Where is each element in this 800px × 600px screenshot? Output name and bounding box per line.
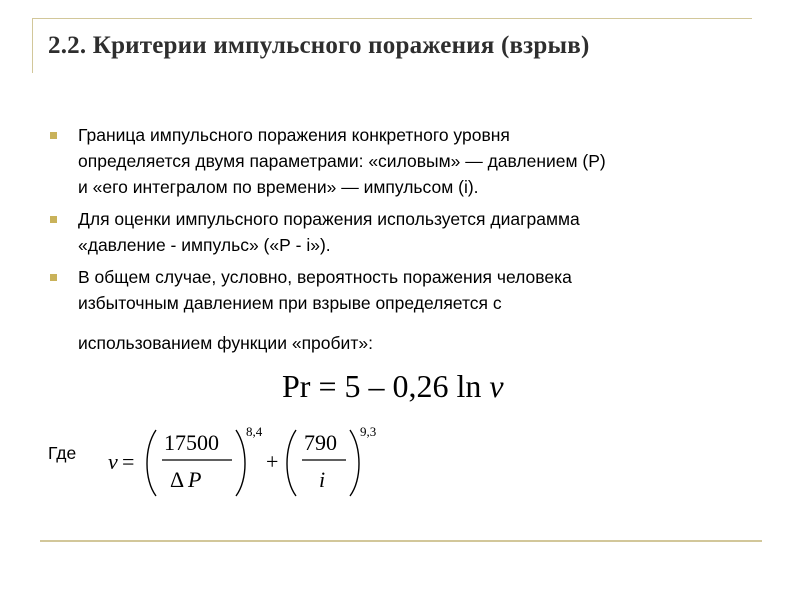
bullet-text-line: определяется двумя параметрами: «силовым» — давлением (Р) (78, 151, 606, 171)
bullet-text-line: и «его интегралом по времени» — импульсом (i). (78, 177, 479, 197)
slide-title: 2.2. Критерии импульсного поражения (взрыв) (48, 32, 590, 59)
bullet-square-icon (50, 274, 57, 281)
exponent-2: 9,3 (360, 424, 377, 439)
bullet-item (48, 122, 748, 200)
right-paren-1 (236, 430, 245, 496)
fraction2-numerator: 790 (304, 430, 337, 455)
fraction2-impulse: i (319, 467, 326, 492)
v-formula-svg (108, 422, 428, 502)
bullet-text-line: Граница импульсного поражения конкретного уровня (78, 125, 510, 145)
left-paren-1 (147, 430, 156, 496)
frame-top-line (32, 18, 752, 19)
bullet-text-line: В общем случае, условно, вероятность поражения человека (78, 267, 572, 287)
probit-lhs: Pr (282, 368, 311, 404)
exponent-1: 8,4 (246, 424, 263, 439)
probit-formula (282, 368, 504, 405)
probit-expression: = 5 – 0,26 (318, 368, 449, 404)
bullet-text-line: «давление - импульс» («Р - i»). (78, 235, 331, 255)
bullet-square-icon (50, 216, 57, 223)
bullet-item (48, 206, 748, 258)
v-variable: v (108, 449, 118, 474)
right-paren-2 (350, 430, 359, 496)
bullet-text-line: избыточным давлением при взрыве определяется с (78, 293, 502, 313)
bullet-item (48, 264, 748, 356)
where-label: Где (48, 443, 77, 463)
probit-variable: v (489, 368, 504, 404)
frame-bottom-line (40, 540, 762, 542)
equals-sign: = (122, 449, 135, 474)
left-paren-2 (287, 430, 296, 496)
bullet-list (48, 122, 748, 362)
fraction1-delta: Δ (170, 467, 185, 492)
fraction1-pressure: P (188, 467, 202, 492)
bullet-text-line: использованием функции «пробит»: (78, 333, 373, 353)
frame-vertical-line (32, 18, 33, 73)
fraction1-numerator: 17500 (164, 430, 219, 455)
probit-ln: ln (456, 368, 482, 404)
bullet-square-icon (50, 132, 57, 139)
plus-sign: + (266, 449, 279, 474)
bullet-text-line: Для оценки импульсного поражения используется диаграмма (78, 209, 580, 229)
v-formula (108, 422, 428, 502)
